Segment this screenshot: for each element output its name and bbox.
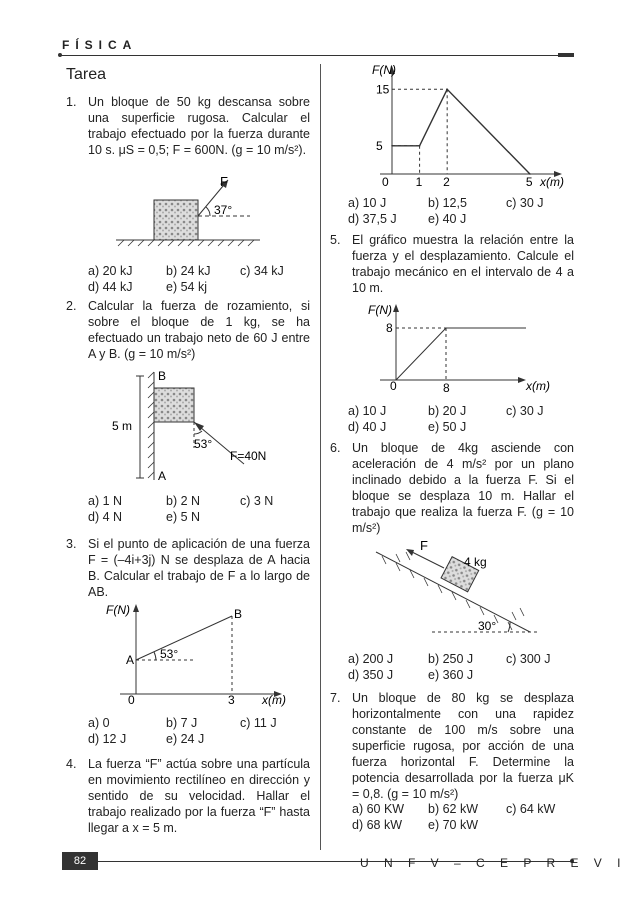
option[interactable]: c) 30 J	[506, 196, 544, 210]
y-tick-label: 5	[376, 138, 383, 153]
x-tick-label: 0	[382, 175, 389, 189]
figure-force-line	[100, 600, 300, 710]
force-label: F	[420, 538, 428, 553]
block	[154, 200, 198, 240]
x-tick-label: 5	[525, 175, 533, 189]
problem-5	[330, 232, 574, 296]
figure-incline	[372, 540, 542, 640]
option[interactable]: c) 3 N	[240, 494, 274, 508]
chart-force-displacement	[340, 62, 570, 188]
data-point	[529, 173, 531, 175]
option[interactable]: c) 64 kW	[506, 802, 556, 816]
problem-4	[66, 756, 310, 836]
x-tick-label: 2	[443, 175, 450, 189]
force-label: F	[220, 174, 228, 189]
y-axis-label: F(N)	[372, 63, 396, 77]
problem-text: Un bloque de 4kg asciende con aceleración de 4 m/s² por un plano inclinado debido a la fuerza F. Si el bloque se desplaza 10 m. Hallar el trabajo que realiza la fuerza F. (g = 10 m/s²)	[352, 441, 574, 535]
option[interactable]: c) 30 J	[506, 404, 544, 418]
header-rule	[60, 55, 558, 56]
x-tick-label: 8	[443, 381, 450, 395]
option[interactable]: b) 7 J	[166, 716, 198, 730]
problem-6	[330, 440, 574, 536]
problem-2	[66, 298, 310, 362]
point-b-label: B	[234, 607, 243, 621]
option[interactable]: a) 10 J	[348, 196, 387, 210]
option[interactable]: e) 70 kW	[428, 818, 479, 832]
option[interactable]: d) 40 J	[348, 420, 387, 434]
data-point	[419, 145, 421, 147]
option[interactable]: b) 2 N	[166, 494, 201, 508]
option[interactable]: e) 40 J	[428, 212, 467, 226]
y-tick-label: 8	[386, 321, 393, 335]
option[interactable]: b) 24 kJ	[166, 264, 211, 278]
point-a-label: A	[158, 469, 167, 483]
header-title: FÍSICA	[62, 38, 138, 52]
figure-force-graph-5	[360, 300, 570, 396]
column-separator	[320, 64, 321, 850]
option[interactable]: a) 0	[88, 716, 110, 730]
problem-3	[66, 536, 310, 600]
problem-text: La fuerza “F” actúa sobre una partícula en movimiento rectilíneo en dirección y sentido de su velocidad. Hallar el trabajo realizado por la fuerza “F” hasta llegar a x = 5 m.	[88, 757, 310, 835]
angle-label: 37°	[214, 203, 233, 217]
problem-text: Un bloque de 50 kg descansa sobre una superficie rugosa. Calcular el trabajo efectuado por la fuerza durante 10 s. μS = 0,5; F = 600N. (g = 10 m/s²).	[88, 95, 310, 157]
x-axis-label: x(m)	[262, 693, 286, 707]
problem-number: 3.	[66, 537, 77, 551]
option[interactable]: b) 20 J	[428, 404, 467, 418]
option[interactable]: d) 44 kJ	[88, 280, 133, 294]
problem-text: Calcular la fuerza de rozamiento, si sobre el bloque de 1 kg, se ha efectuado un trabajo neto de 60 J entre A y B. (g = 10 m/s²)	[88, 299, 310, 361]
y-tick-label: 15	[376, 82, 390, 97]
option[interactable]: c) 11 J	[240, 716, 277, 730]
x-axis-label: x(m)	[540, 175, 564, 189]
option[interactable]: e) 24 J	[166, 732, 205, 746]
angle-label: 53°	[160, 647, 179, 661]
force-label: F=40N	[230, 449, 267, 463]
header-bar	[558, 53, 574, 57]
problem-number: 6.	[330, 441, 341, 455]
option[interactable]: a) 200 J	[348, 652, 394, 666]
angle-label: 53°	[194, 437, 213, 451]
option[interactable]: a) 1 N	[88, 494, 123, 508]
series-line	[392, 89, 530, 174]
problem-number: 1.	[66, 95, 77, 109]
x-tick-label: 1	[415, 175, 423, 189]
origin-label: 0	[128, 693, 135, 707]
option[interactable]: b) 250 J	[428, 652, 474, 666]
option[interactable]: a) 20 kJ	[88, 264, 133, 278]
option[interactable]: d) 4 N	[88, 510, 123, 524]
problem-number: 5.	[330, 233, 341, 247]
x-axis-label: x(m)	[526, 379, 550, 393]
option[interactable]: d) 68 kW	[352, 818, 403, 832]
problem-number: 4.	[66, 757, 77, 771]
y-axis-label: F(N)	[106, 603, 130, 617]
option[interactable]: e) 54 kj	[166, 280, 207, 294]
option[interactable]: d) 37,5 J	[348, 212, 397, 226]
figure-wall-block	[112, 368, 288, 488]
option[interactable]: b) 62 kW	[428, 802, 479, 816]
page-number: 82	[62, 852, 98, 870]
problem-text: Un bloque de 80 kg se desplaza horizontalmente con una rapidez constante de 100 m/s sobre una superficie rugosa, por acción de una fuerza horizontal F. Determine la potencia desarrollada por la fuerza μK = 0,8. (g = 10 m/s²)	[352, 691, 574, 801]
problem-1	[66, 94, 310, 158]
section-title: Tarea	[66, 66, 107, 83]
option[interactable]: e) 5 N	[166, 510, 201, 524]
mass-label: 4 kg	[464, 555, 487, 569]
point-a-label: A	[126, 653, 135, 667]
x-tick-label: 3	[228, 693, 235, 707]
data-point	[391, 145, 393, 147]
problem-text: Si el punto de aplicación de una fuerza F = (–4i+3j) N se desplaza de A hacia B. Calcular el trabajo de F a lo largo de AB.	[88, 537, 310, 599]
block	[154, 388, 194, 422]
option[interactable]: e) 50 J	[428, 420, 467, 434]
option[interactable]: c) 300 J	[506, 652, 551, 666]
option[interactable]: a) 10 J	[348, 404, 387, 418]
footer-brand: U N F V – C E P R E V I	[360, 856, 627, 870]
origin-label: 0	[390, 379, 397, 393]
figure-block-force	[110, 172, 270, 248]
option[interactable]: a) 60 KW	[352, 802, 405, 816]
data-point	[446, 88, 448, 90]
problem-number: 2.	[66, 299, 77, 313]
option[interactable]: d) 350 J	[348, 668, 394, 682]
option[interactable]: b) 12,5	[428, 196, 467, 210]
problem-text: El gráfico muestra la relación entre la fuerza y el desplazamiento. Calcule el trabajo mecánico en el intervalo de 4 a 10 m.	[352, 233, 574, 295]
option[interactable]: d) 12 J	[88, 732, 127, 746]
angle-label: 30°	[478, 619, 497, 633]
height-label: 5 m	[112, 419, 133, 433]
problem-7	[330, 690, 574, 802]
problem-number: 7.	[330, 691, 341, 705]
y-axis-label: F(N)	[368, 303, 392, 317]
option[interactable]: c) 34 kJ	[240, 264, 284, 278]
option[interactable]: e) 360 J	[428, 668, 474, 682]
point-b-label: B	[158, 369, 167, 383]
